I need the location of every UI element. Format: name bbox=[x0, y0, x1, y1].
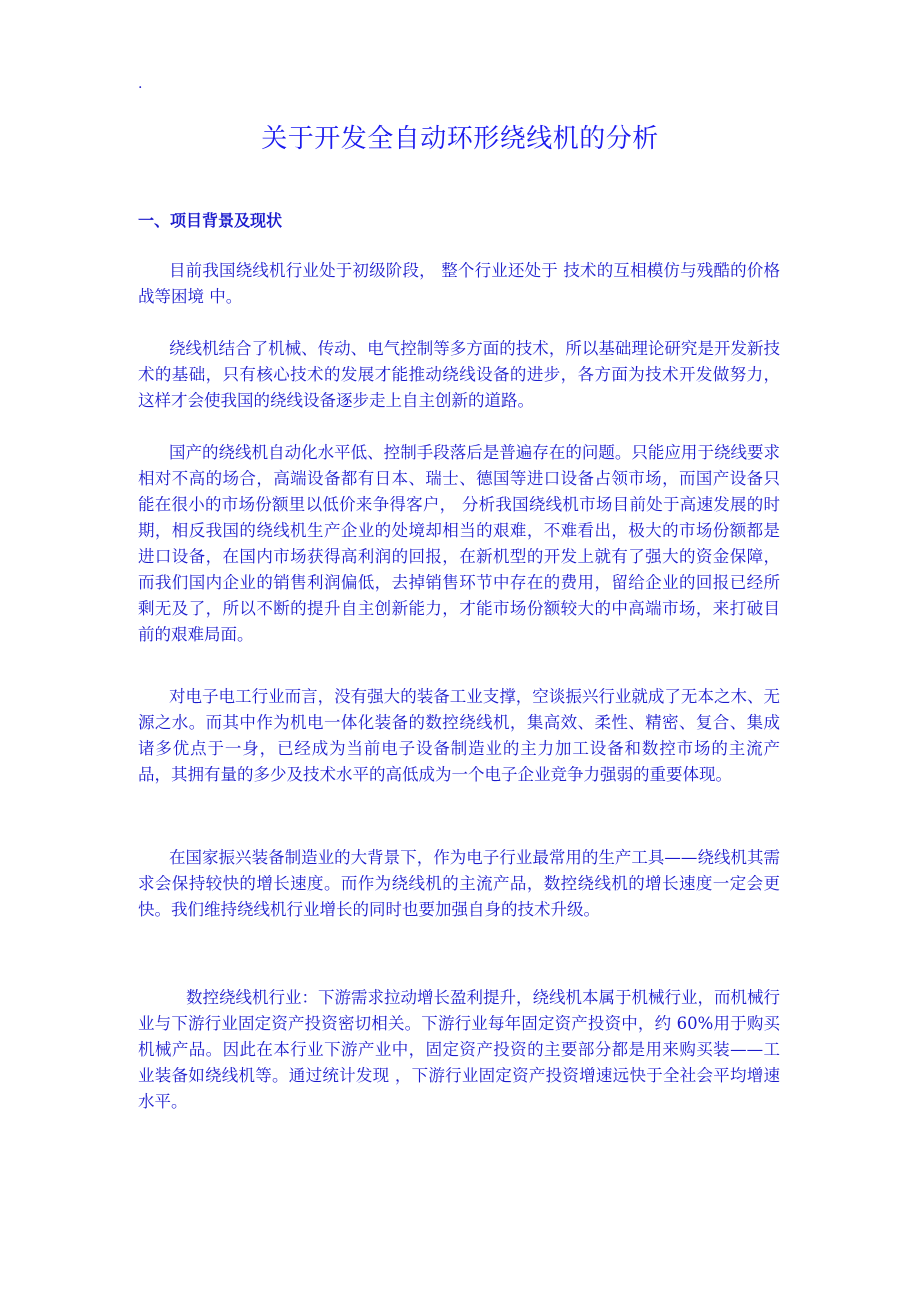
document-title: 关于开发全自动环形绕线机的分析 bbox=[261, 124, 659, 154]
paragraph-3: 国产的绕线机自动化水平低、控制手段落后是普遍存在的问题。只能应用于绕线要求相对不高的场合，高端设备都有日本、瑞士、德国等进口设备占领市场，而国产设备只能在很小的市场份额里以低价来争得客户， 分析我国绕线机市场目前处于高速发展的时期，相反我国的绕线机生产企业的处境却相当的艰难，不难看出，极大的市场份额都是进口设备，在国内市场获得高利润的回报，在新机型的开发上就有了强大的资金保障，而我们国内企业的销售利润偏低，去掉销售环节中存在的费用，留给企业的回报已经所剩无及了，所以不断的提升自主创新能力，才能市场份额较大的中高端市场，来打破目前的艰难局面。 bbox=[138, 443, 780, 644]
paragraph-2: 绕线机结合了机械、传动、电气控制等多方面的技术，所以基础理论研究是开发新技术的基础，只有核心技术的发展才能推动绕线设备的进步，各方面为技术开发做努力，这样才会使我国的绕线设备逐步走上自主创新的道路。 bbox=[138, 339, 780, 410]
paragraph-5: 在国家振兴装备制造业的大背景下，作为电子行业最常用的生产工具——绕线机其需求会保持较快的增长速度。而作为绕线机的主流产品，数控绕线机的增长速度一定会更快。我们维持绕线机行业增长的同时也要加强自身的技术升级。 bbox=[138, 848, 780, 919]
page-marker: . bbox=[138, 76, 143, 92]
paragraph-6: 数控绕线机行业：下游需求拉动增长盈利提升，绕线机本属于机械行业，而机械行业与下游行业固定资产投资密切相关。下游行业每年固定资产投资中，约 60%用于购买机械产品。因此在本行业下游产业中，固定资产投资的主要部分都是用来购买装——工业装备如绕线机等。通过统计发现 ，下游行业固定资产投资增速远快于全社会平均增速水平。 bbox=[138, 988, 780, 1111]
section-heading: 一、项目背景及现状 bbox=[138, 211, 283, 230]
paragraph-4: 对电子电工行业而言，没有强大的装备工业支撑，空谈振兴行业就成了无本之木、无源之水。而其中作为机电一体化装备的数控绕线机，集高效、柔性、精密、复合、集成诸多优点于一身，已经成为当前电子设备制造业的主力加工设备和数控市场的主流产品，其拥有量的多少及技术水平的高低成为一个电子企业竞争力强弱的重要体现。 bbox=[138, 687, 780, 784]
paragraph-1: 目前我国绕线机行业处于初级阶段， 整个行业还处于 技术的互相模仿与残酷的价格战等困境 中。 bbox=[138, 261, 780, 306]
